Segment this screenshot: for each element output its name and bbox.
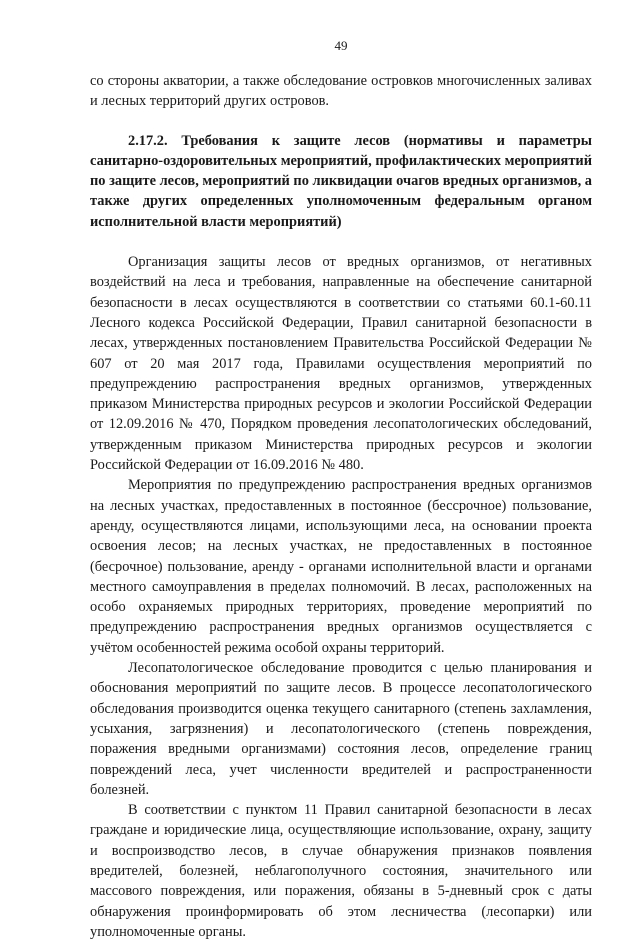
body-paragraph-legal-basis: Организация защиты лесов от вредных организмов, от негативных воздействий на леса и требования, направленные на обеспечение санитарной безопасности в лесах осуществляются в соответствии со статьями 60.1-60.11 Лесного кодекса Российской Федерации, Правил санитарной безопасности в лесах, утвержденных постановлением Правительства Российской Федерации № 607 от 20 мая 2017 года, Правилами осуществления мероприятий по предупреждению распространения вредных организмов, утвержденных приказом Министерства природных ресурсов и экологии Российской Федерации от 12.09.2016 № 470, Порядком проведения лесопатологических обследований, утвержденным приказом Министерства природных ресурсов и экологии Российской Федерации от 16.09.2016 № 480. — [90, 254, 592, 474]
document-page — [90, 38, 592, 942]
page-number: 49 — [334, 38, 348, 53]
body-paragraph-reporting-duty: В соответствии с пунктом 11 Правил санитарной безопасности в лесах граждане и юридические лица, осуществляющие использование, охрану, защиту и воспроизводство лесов, в случае обнаружения признаков появления вредителей, болезней, неблагополучного состояния, значительного или массового повреждения, или поражения, обязаны в 5-дневный срок с даты обнаружения проинформировать об этом лесничества (лесопарки) или уполномоченные органы. — [90, 802, 592, 940]
body-paragraph-forest-inspection: Лесопатологическое обследование проводится с целью планирования и обоснования мероприятий по защите лесов. В процессе лесопатологического обследования производится оценка текущего санитарного (степень захламления, усыхания, загрязнения) и лесопатологического (степень повреждения, поражения вредными организмами) состояния лесов, определение границ повреждений леса, учет численности вредителей и распространенности болезней. — [90, 660, 592, 798]
section-heading: 2.17.2. Требования к защите лесов (нормативы и параметры санитарно-оздоровительных мероприятий, профилактических мероприятий по защите лесов, мероприятий по ликвидации очагов вредных организмов, а также других определенных уполномоченным федеральным органом исполнительной власти мероприятий) — [90, 132, 592, 230]
intro-paragraph: со стороны акватории, а также обследование островков многочисленных заливах и лесных территорий других островов. — [90, 73, 592, 110]
body-paragraph-preventive-measures: Мероприятия по предупреждению распространения вредных организмов на лесных участках, предоставленных в постоянное (бессрочное) пользование, аренду, осуществляются лицами, использующими леса, на основании проекта освоения лесов; на лесных участках, не предоставленных в постоянное (бесрочное) пользование, аренду - органами исполнительной власти и органами местного самоуправления в пределах полномочий. В лесах, расположенных на особо охраняемых природных территориях, проведение мероприятий по предупреждению распространения вредных организмов осуществляется с учётом особенностей режима особой охраны территорий. — [90, 477, 592, 656]
